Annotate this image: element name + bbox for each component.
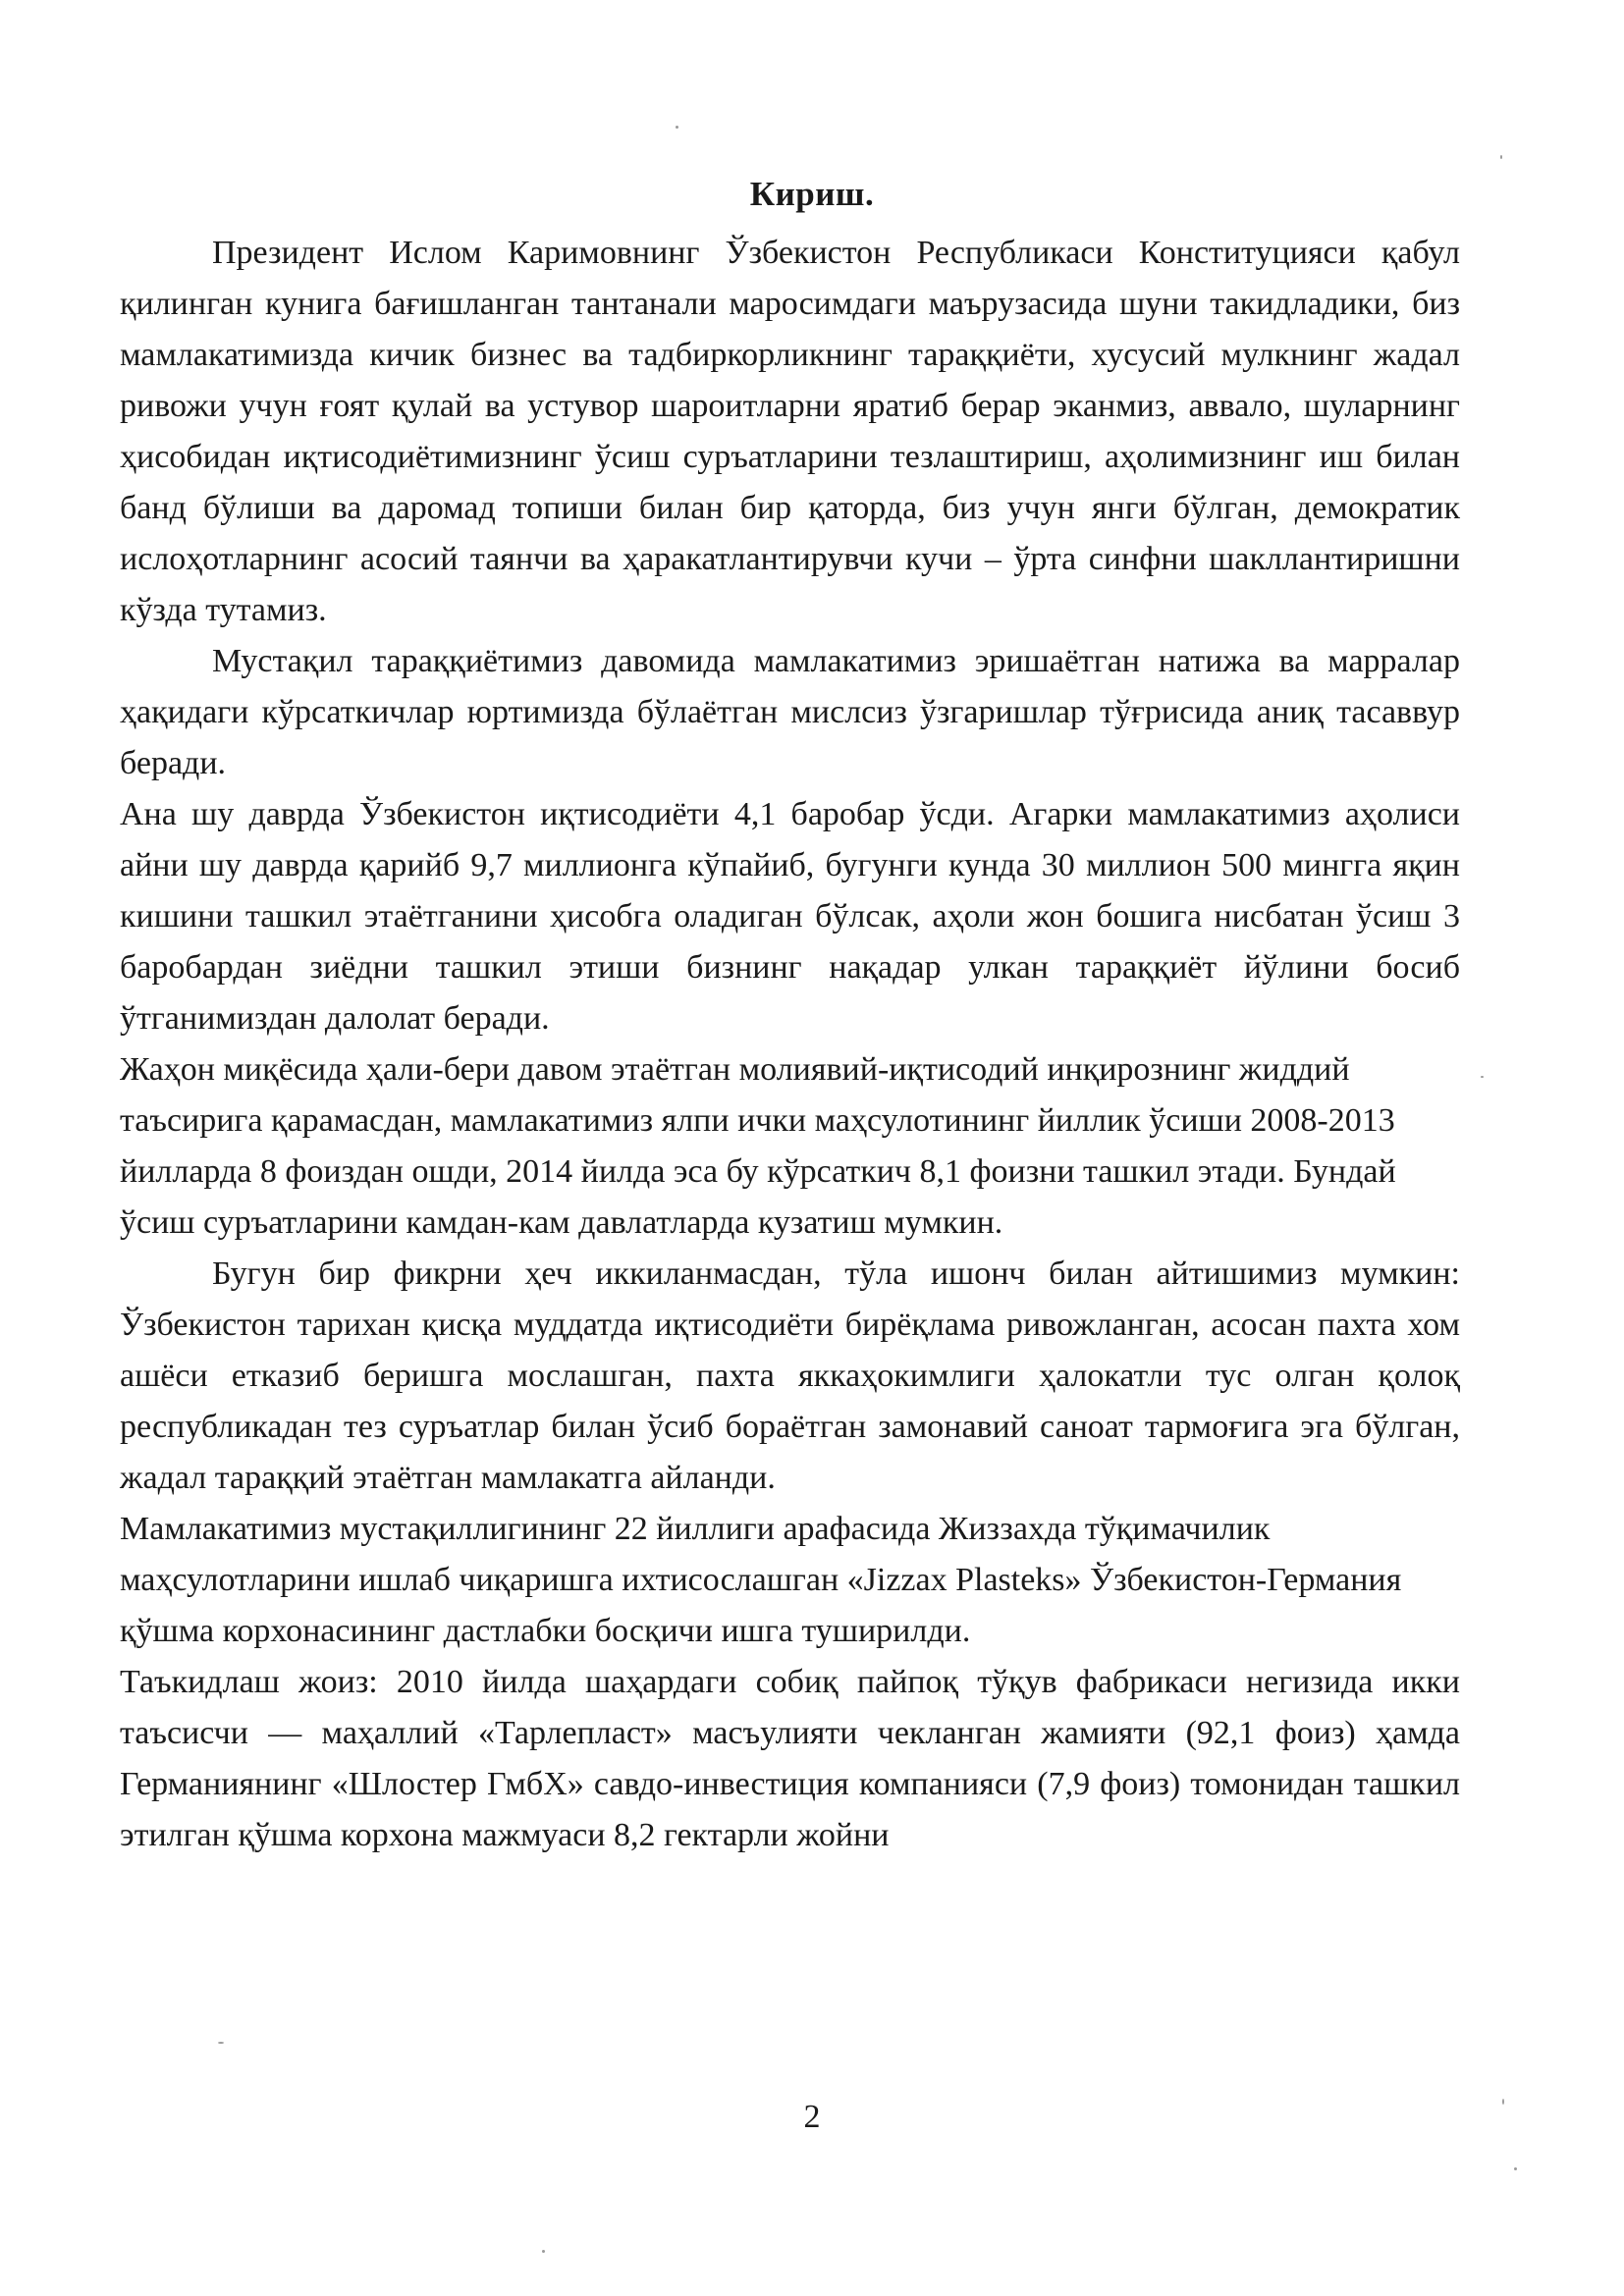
scan-speck xyxy=(1500,155,1502,159)
scan-speck xyxy=(1481,1076,1484,1078)
scan-speck xyxy=(1502,2099,1504,2105)
scan-speck xyxy=(218,2042,224,2044)
paragraph-4: Жаҳон миқёсида ҳали-бери давом этаётган молиявий-иқтисодий инқирознинг жиддий таъсирига қарамасдан, мамлакатимиз ялпи ички маҳсулотининг йиллик ўсиши 2008-2013 йилларда 8 фоиздан ошди, 2014 йилда эса бу кўрсаткич 8,1 фоизни ташкил этади. Бундай ўсиш суръатларини камдан-кам давлатларда кузатиш мумкин. xyxy=(120,1051,1396,1241)
scan-speck xyxy=(1514,2167,1517,2170)
scan-speck xyxy=(676,126,678,129)
paragraph-3: Ана шу даврда Ўзбекистон иқтисодиёти 4,1 баробар ўсди. Агарки мамлакатимиз аҳолиси айни шу даврда қарийб 9,7 миллионга кўпайиб, бугунги кунда 30 миллион 500 мингга яқин кишини ташкил этаётганини ҳисобга оладиган бўлсак, аҳоли жон бошига нисбатан ўсиш 3 баробардан зиёдни ташкил этиши бизнинг нақадар улкан тараққиёт йўлини босиб ўтганимиздан далолат беради. xyxy=(120,796,1460,1037)
paragraph-1: Президент Ислом Каримовнинг Ўзбекистон Республикаси Конституцияси қабул қилинган кунига бағишланган тантанали маросимдаги маърузасида шуни такидладики, биз мамлакатимизда кичик бизнес ва тадбиркорликнинг тараққиёти, хусусий мулкнинг жадал ривожи учун ғоят қулай ва устувор шароитларни яратиб берар эканмиз, аввало, шуларнинг ҳисобидан иқтисодиётимизнинг ўсиш суръатларини тезлаштириш, аҳолимизнинг иш билан банд бўлиши ва даромад топиши билан бир қаторда, биз учун янги бўлган, демократик ислоҳотларнинг асосий таянчи ва ҳаракатлантирувчи кучи – ўрта синфни шакллантиришни кўзда тутамиз. xyxy=(120,235,1460,628)
paragraph-5: Бугун бир фикрни ҳеч иккиланмасдан, тўла ишонч билан айтишимиз мумкин: Ўзбекистон тарихан қисқа муддатда иқтисодиёти бирёқлама ривожланган, асосан пахта хом ашёси етказиб беришга мослашган, пахта яккаҳокимлиги ҳалокатли тус олган қолоқ республикадан тез суръатлар билан ўсиб бораётган замонавий саноат тармоғига эга бўлган, жадал тараққий этаётган мамлакатга айланди. xyxy=(120,1255,1460,1496)
paragraph-7: Таъкидлаш жоиз: 2010 йилда шаҳардаги собиқ пайпоқ тўқув фабрикаси негизида икки таъсисчи — маҳаллий «Тарлепласт» масъулияти чекланган жамияти (92,1 фоиз) ҳамда Германиянинг «Шлостер ГмбХ» савдо-инвестиция компанияси (7,9 фоиз) томонидан ташкил этилган қўшма корхона мажмуаси 8,2 гектарли жойни xyxy=(120,1664,1460,1853)
paragraph-2: Мустақил тараққиётимиз давомида мамлакатимиз эришаётган натижа ва марралар ҳақидаги кўрсаткичлар юртимизда бўлаётган мислсиз ўзгаришлар тўғрисида аниқ тасаввур беради. xyxy=(120,643,1460,781)
paragraph-6: Мамлакатимиз мустақиллигининг 22 йиллиги арафасида Жиззахда тўқимачилик маҳсулотларини ишлаб чиқаришга ихтисослашган «Jizzax Plasteks» Ўзбекистон-Германия қўшма корхонасининг дастлабки босқичи ишга туширилди. xyxy=(120,1511,1402,1649)
scan-speck xyxy=(542,2250,545,2253)
body-text xyxy=(120,228,1460,1861)
page-title: Кириш. xyxy=(749,175,875,213)
page-number: 2 xyxy=(803,2099,821,2135)
